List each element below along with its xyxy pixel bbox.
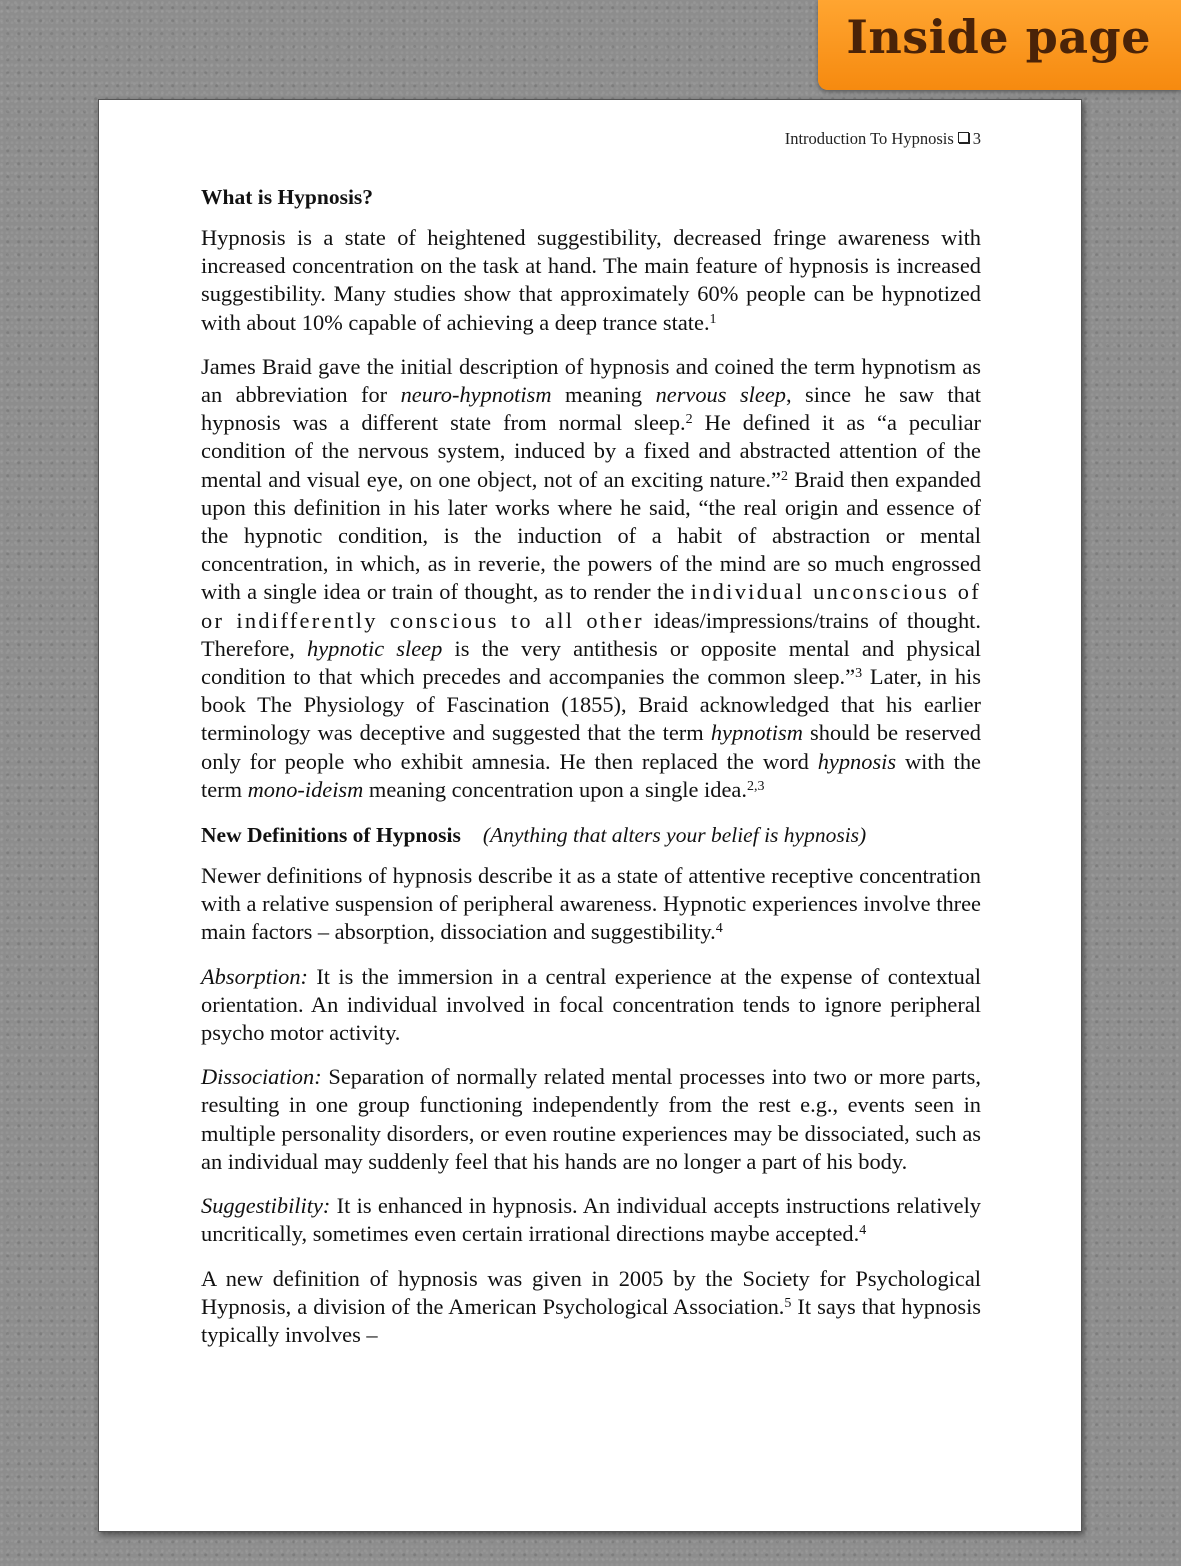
paragraph: Hypnosis is a state of heightened suggestibility, decreased fringe awareness with increased concentration on the task at hand. The main feature of hypnosis is increased suggestibility. Many studies show that approximately 60% people can be hypnotized with about 10% capable of achieving a deep trance state.$^1$: [201, 225, 981, 335]
running-head-title: Introduction To Hypnosis: [784, 129, 954, 148]
paragraph: Newer definitions of hypnosis describe it as a state of attentive receptive concentration with a relative suspension of peripheral awareness. Hypnotic experiences involve three main factors – absorption, dissociation and suggestibility.$^4$: [201, 863, 981, 945]
inside-page-badge: [818, 0, 1181, 90]
box-bullet-icon: [958, 132, 969, 143]
paragraph-absorption: Absorption: It is the immersion in a central experience at the expense of contextual orientation. An individual involved in focal concentration tends to ignore peripheral psycho motor activity.: [201, 963, 981, 1046]
footnote-ref: 5: [784, 1295, 792, 1311]
section-heading-new-definitions: New Definitions of Hypnosis (Anything that alters your belief is hypnosis): [201, 823, 867, 848]
footnote-ref: 2: [780, 468, 788, 484]
paragraph-apa-definition: A new definition of hypnosis was given in 2005 by the Society for Psychological Hypnosis, a division of the American Psychological Association.$^5$ It says that hypnosis typically involves –: [201, 1265, 981, 1347]
badge-label: Inside page: [846, 10, 1151, 64]
footnote-ref: 2: [685, 412, 693, 428]
term: Dissociation:: [201, 1064, 322, 1090]
footnote-ref: 3: [855, 666, 863, 682]
footnote-ref: 1: [709, 311, 717, 327]
term: Suggestibility:: [201, 1193, 331, 1219]
paragraph-braid: James Braid gave the initial description of hypnosis and coined the term hypnotism as an abbreviation for neuro-hypnotism meaning nervous sleep, since he saw that hypnosis was a different state from normal sleep.$^2$ He defined it as “a peculiar condition of the nervous system, induced by a fixed and abstracted attention of the mental and visual eye, on one object, not of an exciting nature.”$^2$ Braid then expanded upon this definition in his later works where he said, “the real origin and essence of the hypnotic condition, is the induction of a habit of abstraction or mental concentration, in which, as in reverie, the powers of the mind are so much engrossed with a single idea or train of thought, as to render the individual unconscious of or indifferently conscious to all other ideas/impressions/trains of thought. Therefore, hypnotic sleep is the very antithesis or opposite mental and physical condition to that which precedes and accompanies the common sleep.”$^3$ Later, in his book The Physiology of Fascination (1855), Braid acknowledged that his earlier terminology was deceptive and suggested that the term hypnotism should be reserved only for people who exhibit amnesia. He then replaced the word hypnosis with the term mono-ideism meaning concentration upon a single idea.$^{2,3}$: [201, 353, 982, 802]
footnote-ref: 4: [715, 921, 723, 937]
paragraph-dissociation: Dissociation: Separation of normally related mental processes into two or more parts, resulting in one group functioning independently from the rest e.g., events seen in multiple personality disorders, or even routine experiences may be dissociated, such as an individual may suddenly feel that his hands are no longer a part of his body.: [201, 1064, 981, 1174]
paragraph-suggestibility: Suggestibility: It is enhanced in hypnosis. An individual accepts instructions relatively uncritically, sometimes even certain irrational directions maybe accepted.$^4$: [201, 1193, 981, 1247]
page-number: 3: [972, 129, 981, 148]
heading-note: (Anything that alters your belief is hypnosis): [482, 823, 867, 848]
footnote-ref: 2,3: [746, 778, 765, 794]
section-heading-what-is-hypnosis: What is Hypnosis?: [201, 185, 374, 209]
running-head: [785, 129, 981, 149]
term: Absorption:: [201, 963, 308, 989]
book-page: [98, 99, 1082, 1532]
footnote-ref: 4: [859, 1223, 867, 1239]
page-content: [201, 182, 981, 1365]
